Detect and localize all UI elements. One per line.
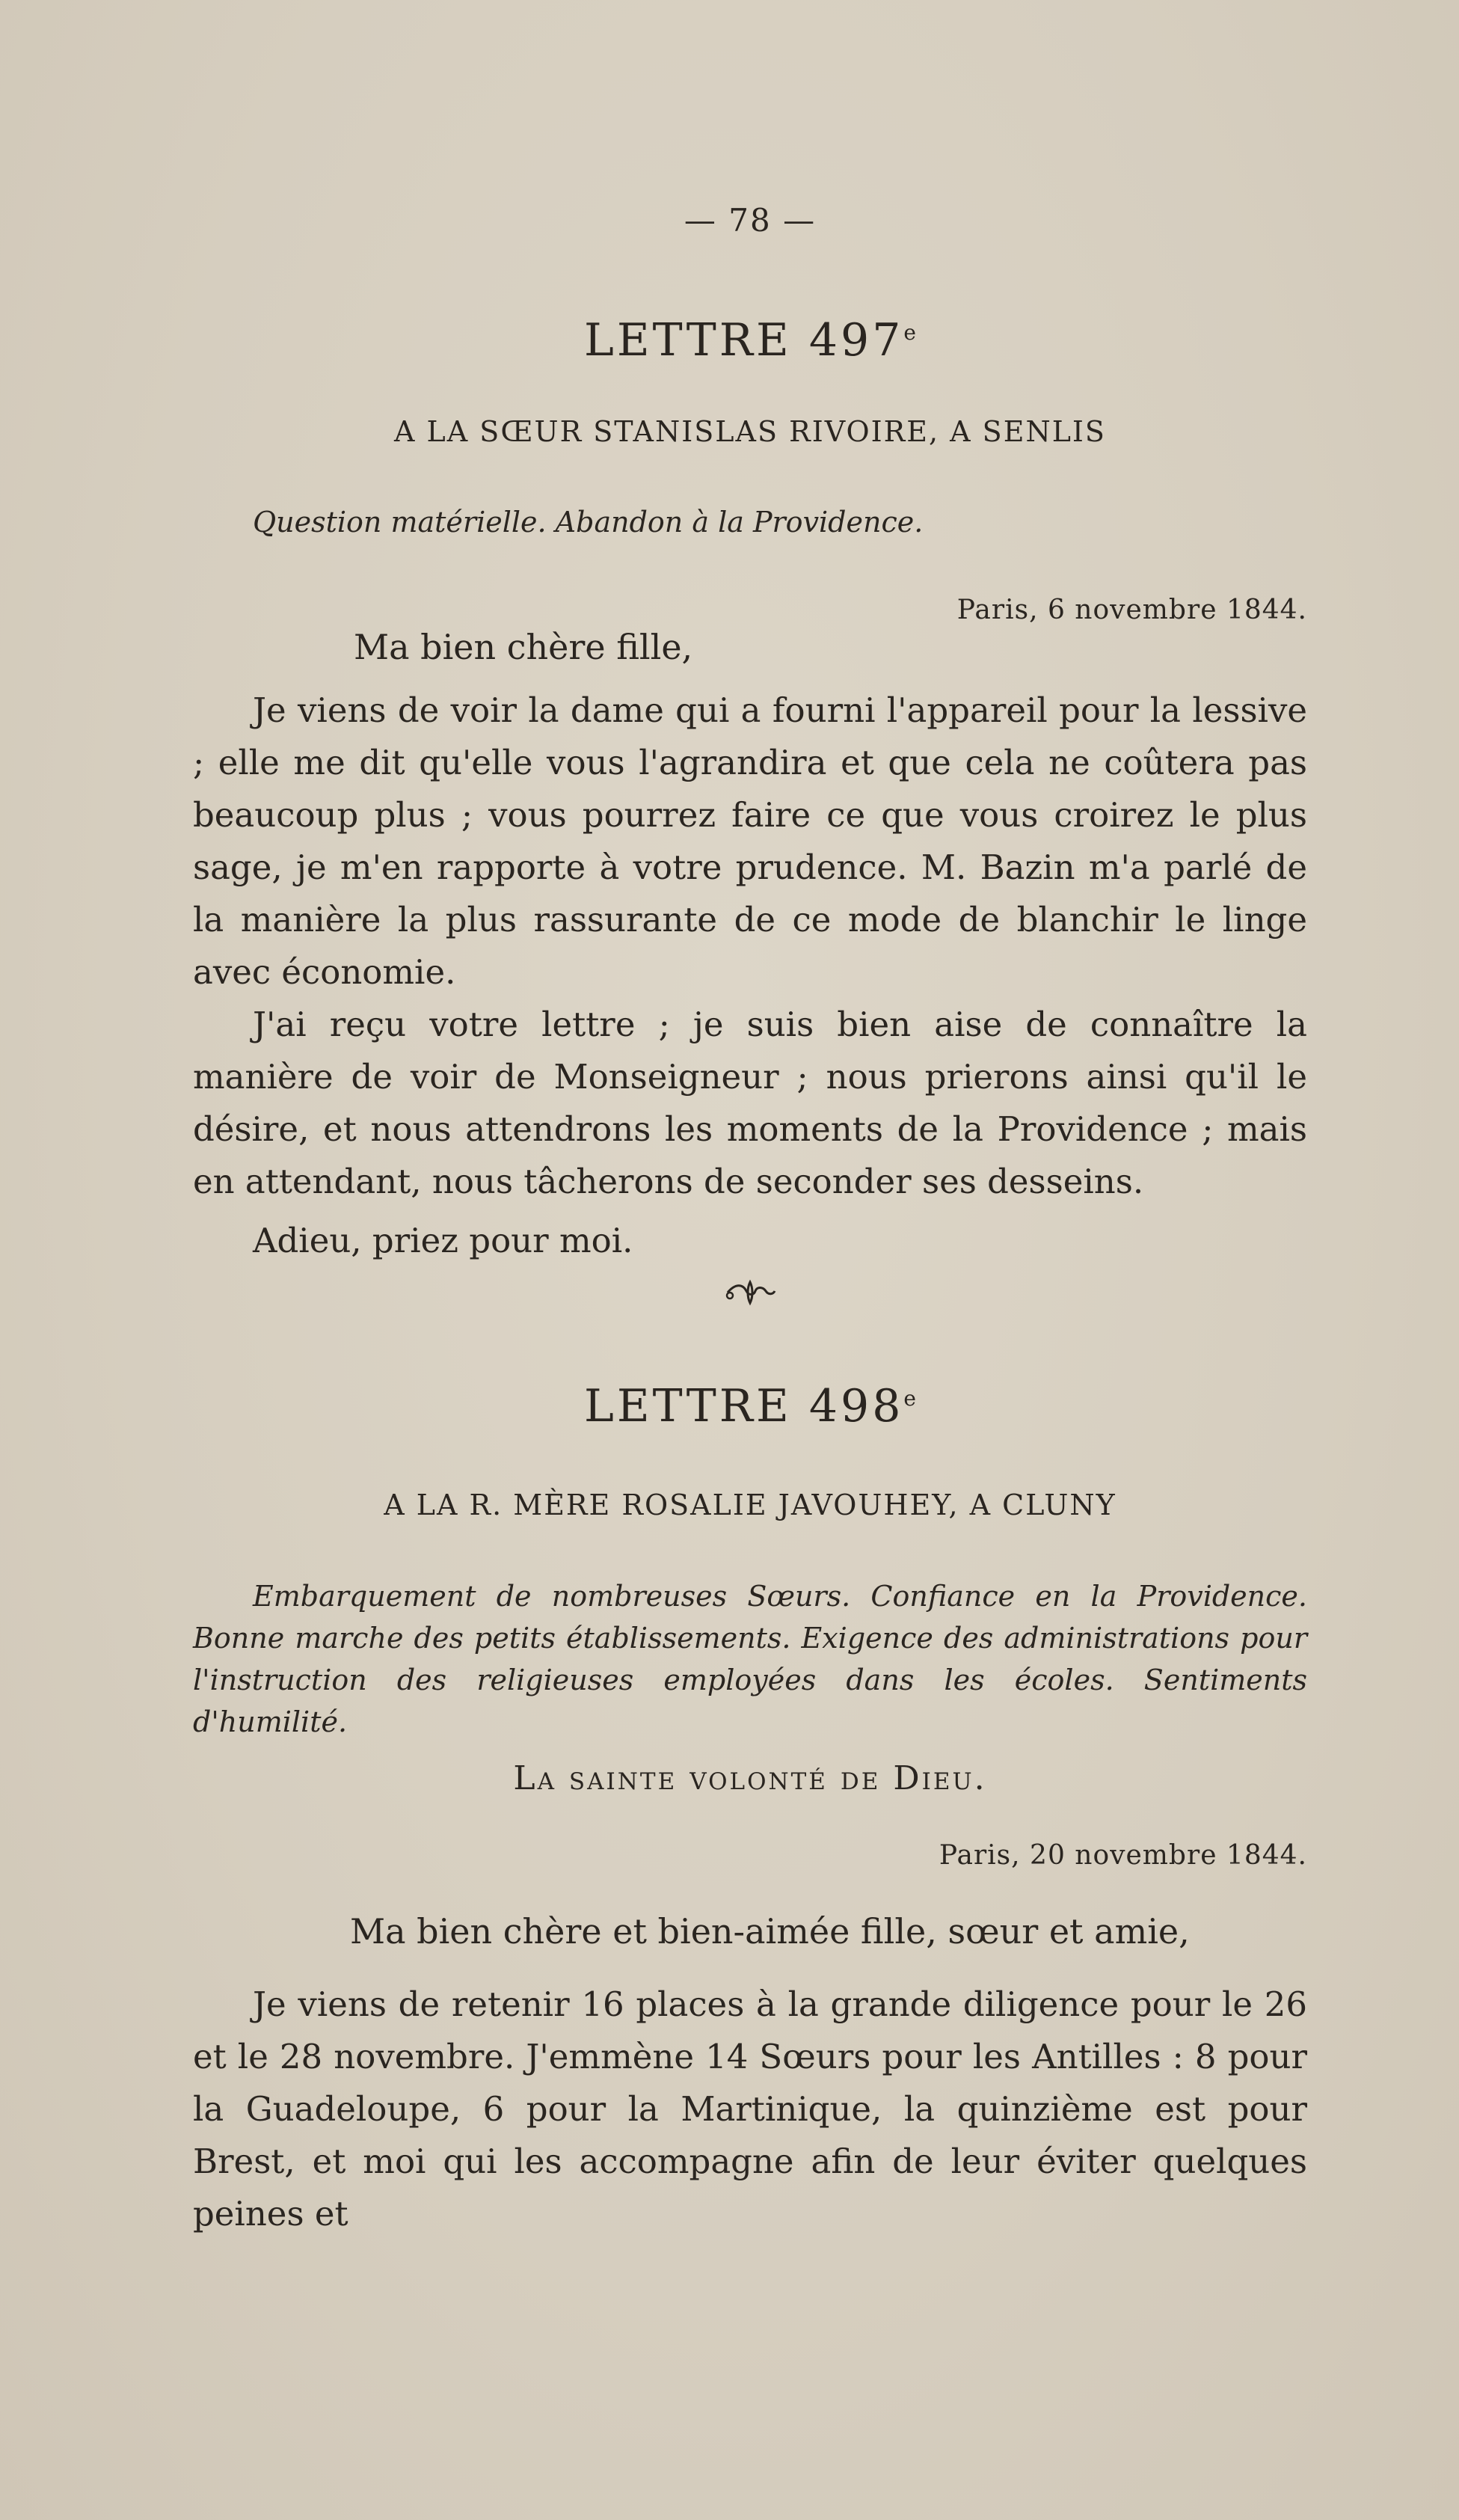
- letter-498-dateline: Paris, 20 novembre 1844.: [939, 1840, 1307, 1871]
- letter-497-closing: Adieu, priez pour moi.: [253, 1221, 633, 1260]
- letter-498-title-sup: e: [903, 1386, 916, 1411]
- letter-498-summary-text: Embarquement de nombreuses Sœurs. Confiance en la Providence. Bonne marche des petits établissements. Exigence des administrations pour l'instruction des religieuses employées dans les écoles. Sentiments d'humilité.: [193, 1580, 1307, 1738]
- page-number: — 78 —: [684, 202, 817, 239]
- letter-497-salutation: Ma bien chère fille,: [354, 627, 693, 667]
- letter-498-motto: La sainte volonté de Dieu.: [513, 1759, 987, 1797]
- letter-497-summary: Question matérielle. Abandon à la Providence.: [253, 506, 924, 539]
- letter-497-dateline: Paris, 6 novembre 1844.: [956, 595, 1307, 625]
- letter-498-title: [193, 1380, 1307, 1432]
- fleuron-ornament-icon: [724, 1278, 776, 1307]
- letter-497-title: [193, 314, 1307, 367]
- letter-498-paragraph: Je viens de retenir 16 places à la grande diligence pour le 26 et le 28 novembre. J'emmène 14 Sœurs pour les Antilles : 8 pour la Guadeloupe, 6 pour la Martinique, la quinzième est pour Brest, et moi qui les accompagne afin de leur éviter quelques peines et: [193, 1984, 1307, 2234]
- letter-497-paragraph: Je viens de voir la dame qui a fourni l'appareil pour la lessive ; elle me dit qu'elle vous l'agrandira et que cela ne coûtera pas beaucoup plus ; vous pourrez faire ce que vous croirez le plus sage, je m'en rapporte à votre prudence. M. Bazin m'a parlé de la manière la plus rassurante de ce mode de blanchir le linge avec économie.: [193, 690, 1307, 992]
- letter-498-addressee: A LA R. MÈRE ROSALIE JAVOUHEY, A CLUNY: [384, 1489, 1116, 1521]
- book-page: [193, 0, 1307, 2520]
- letter-498-title-text: LETTRE 498: [584, 1380, 904, 1432]
- letter-498-body: [193, 1978, 1307, 2240]
- letter-498-salutation: Ma bien chère et bien-aimée fille, sœur et amie,: [350, 1911, 1190, 1952]
- letter-497-addressee: A LA SŒUR STANISLAS RIVOIRE, A SENLIS: [394, 415, 1106, 448]
- letter-497-body: [193, 684, 1307, 1208]
- letter-497-title-sup: e: [903, 320, 916, 345]
- letter-497-paragraph: J'ai reçu votre lettre ; je suis bien aise de connaître la manière de voir de Monseigneur ; nous prierons ainsi qu'il le désire, et nous attendrons les moments de la Providence ; mais en attendant, nous tâcherons de seconder ses desseins.: [193, 1005, 1307, 1201]
- letter-497-title-text: LETTRE 497: [584, 314, 904, 367]
- letter-498-summary: [193, 1575, 1307, 1743]
